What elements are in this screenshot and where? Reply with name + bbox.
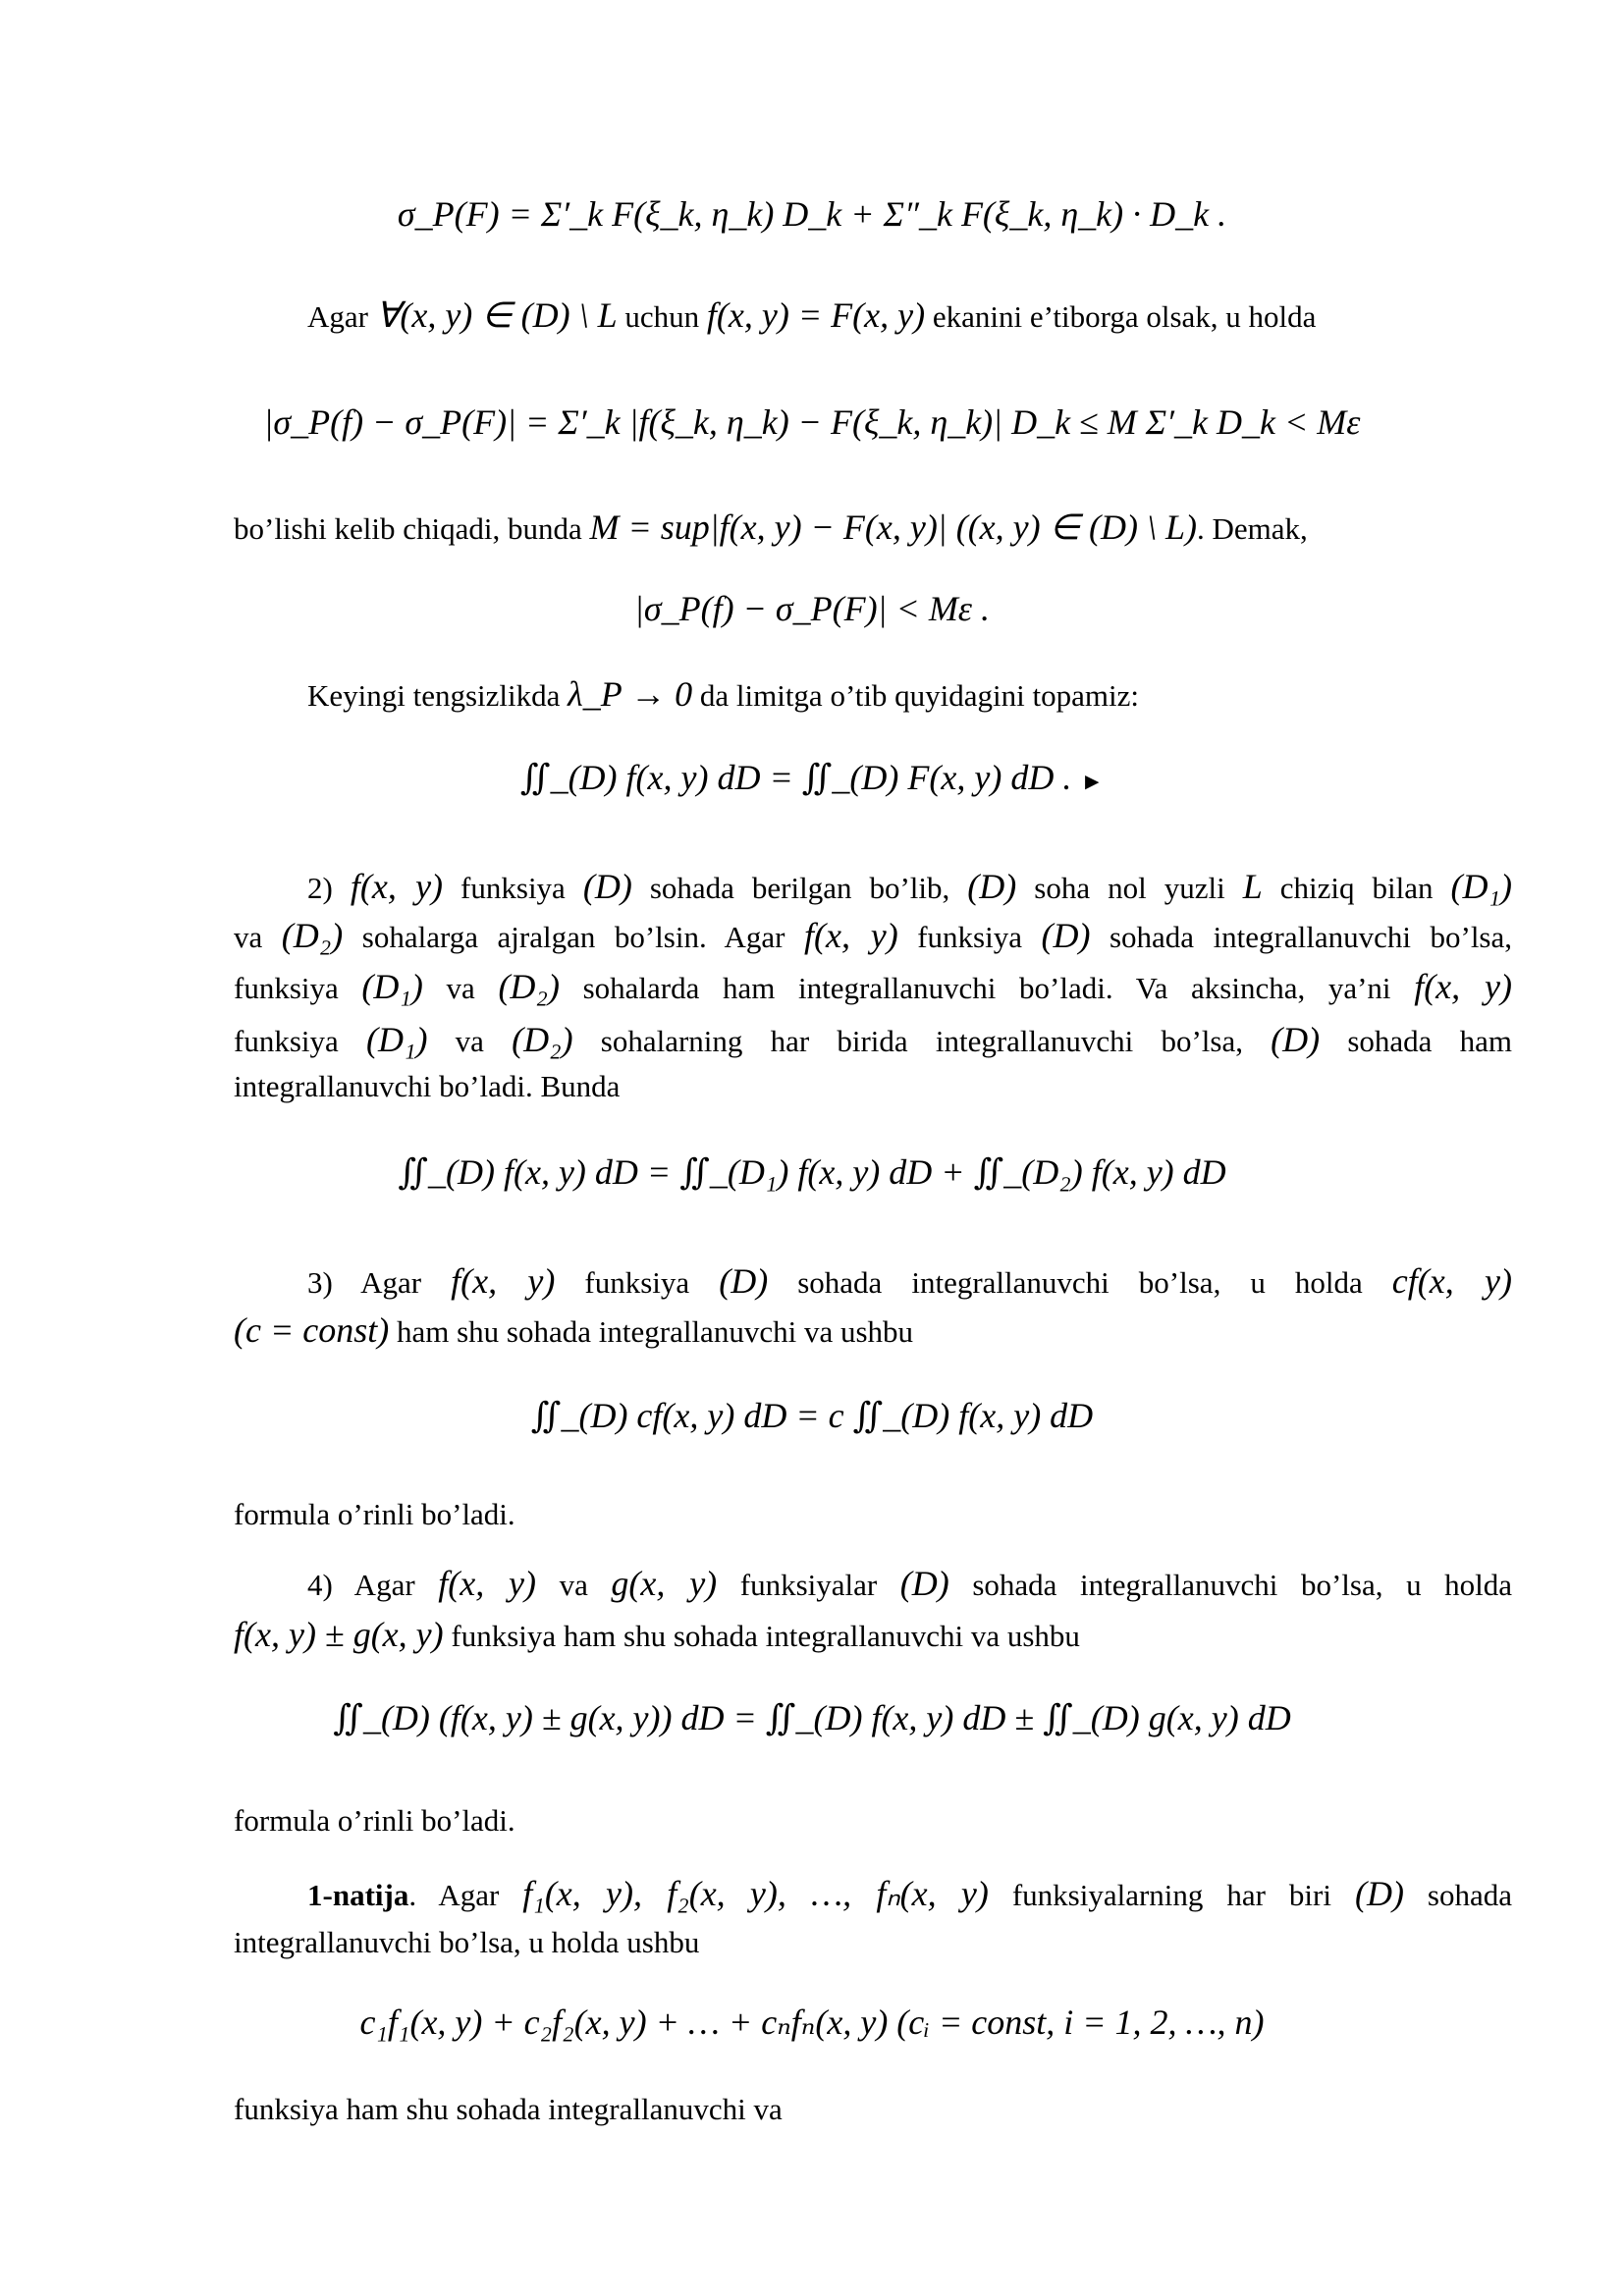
- text: 2): [307, 871, 351, 905]
- text: funksiya: [234, 1024, 366, 1058]
- natija-heading: 1-natija: [307, 1878, 409, 1912]
- paragraph-property-4-line-2: [234, 1610, 1512, 1661]
- text: va: [427, 1024, 513, 1058]
- text: sohada berilgan bo’lib,: [631, 871, 968, 905]
- paragraph-keyingi: [234, 669, 1512, 721]
- math-inline: λ_P → 0: [568, 674, 693, 714]
- math-inline: f(x, y): [451, 1261, 556, 1301]
- paragraph-property-2-line-5: integrallanuvchi bo’ladi. Bunda: [234, 1069, 621, 1103]
- math-inline: (D₁): [361, 967, 423, 1006]
- text: funksiya: [443, 871, 583, 905]
- text: sohalarda ham integrallanuvchi bo’ladi. Va aksincha, ya’ni: [559, 971, 1415, 1005]
- text: chiziq bilan: [1262, 871, 1451, 905]
- paragraph-final: funksiya ham shu sohada integrallanuvchi va: [234, 2092, 783, 2126]
- paragraph-property-2-line-2: [234, 911, 1512, 962]
- formula-difference: |σ_P(f) − σ_P(F)| = Σ′_k |f(ξ_k, η_k) − F(ξ_k, η_k)| D_k ≤ M Σ′_k D_k < Mε: [263, 402, 1361, 442]
- math-inline: f(x, y): [1414, 967, 1513, 1006]
- text: funksiya: [897, 920, 1042, 954]
- paragraph-property-2-line-3: [234, 962, 1512, 1013]
- text: sohada integrallanuvchi bo’lsa,: [1090, 920, 1513, 954]
- text: sohada ham: [1320, 1024, 1512, 1058]
- text: bo’lishi kelib chiqadi, bunda: [234, 511, 590, 546]
- text: uchun: [617, 299, 707, 334]
- math-inline: f₁(x, y), f₂(x, y), …, fₙ(x, y): [522, 1874, 989, 1913]
- text: ham shu sohada integrallanuvchi va ushbu: [389, 1314, 914, 1349]
- paragraph-natija-line-2: integrallanuvchi bo’lsa, u holda ushbu: [234, 1925, 700, 1959]
- paragraph-property-3-line-1: [234, 1256, 1512, 1308]
- math-inline: (D): [1354, 1874, 1404, 1913]
- math-inline: (D₂): [281, 916, 344, 955]
- text: funksiyalarning har biri: [988, 1878, 1355, 1912]
- math-inline: L: [1242, 867, 1263, 906]
- math-inline: f(x, y) = F(x, y): [706, 295, 926, 335]
- math-inline: f(x, y): [350, 867, 444, 906]
- paragraph-formula-orinli-1: formula o’rinli bo’ladi.: [234, 1497, 515, 1531]
- math-inline: f(x, y): [804, 916, 898, 955]
- paragraph-property-3-line-2: [234, 1306, 1512, 1357]
- math-inline: (D): [1041, 916, 1091, 955]
- formula-split-domain: ∬_(D) f(x, y) dD = ∬_(D₁) f(x, y) dD + ∬_(D₂) f(x, y) dD: [398, 1152, 1226, 1192]
- formula-linear-combination: c₁f₁(x, y) + c₂f₂(x, y) + … + cₙfₙ(x, y) (cᵢ = const, i = 1, 2, …, n): [359, 2002, 1265, 2042]
- math-inline: f(x, y) ± g(x, y): [234, 1615, 444, 1654]
- text: 4) Agar: [307, 1568, 439, 1602]
- text: sohada integrallanuvchi bo’lsa, u holda: [768, 1265, 1392, 1300]
- math-inline: (D₁): [1450, 867, 1513, 906]
- formula-constant: ∬_(D) cf(x, y) dD = c ∬_(D) f(x, y) dD: [530, 1396, 1094, 1435]
- text: 3) Agar: [307, 1265, 452, 1300]
- text: . Agar: [408, 1878, 523, 1912]
- math-inline: ∀(x, y) ∈ (D) \ L: [375, 295, 618, 335]
- text: sohada integrallanuvchi bo’lsa, u holda: [948, 1568, 1513, 1602]
- paragraph-property-4-line-1: [234, 1559, 1512, 1610]
- math-inline: (D₁): [365, 1020, 428, 1059]
- math-inline: (D): [582, 867, 632, 906]
- text: sohalarga ajralgan bo’lsin. Agar: [343, 920, 804, 954]
- text: va: [536, 1568, 612, 1602]
- math-inline: M = sup|f(x, y) − F(x, y)| ((x, y) ∈ (D) \ L): [589, 507, 1197, 547]
- formula-limit: [0, 756, 1624, 804]
- text: funksiya ham shu sohada integrallanuvchi va ushbu: [443, 1619, 1080, 1653]
- formula-sum: ∬_(D) (f(x, y) ± g(x, y)) dD = ∬_(D) f(x, y) dD ± ∬_(D) g(x, y) dD: [333, 1698, 1291, 1737]
- math-inline: g(x, y): [611, 1564, 718, 1603]
- paragraph-bolishi: [234, 503, 1512, 554]
- math-inline: (D₂): [512, 1020, 573, 1059]
- formula-text: ∬_(D) f(x, y) dD = ∬_(D) F(x, y) dD .: [519, 758, 1072, 797]
- text: sohada: [1403, 1878, 1512, 1912]
- math-inline: f(x, y): [438, 1564, 536, 1603]
- paragraph-property-2-line-1: [234, 862, 1512, 913]
- text: funksiya: [555, 1265, 720, 1300]
- paragraph-property-2-line-4: [234, 1015, 1512, 1066]
- text: ekanini e’tiborga olsak, u holda: [925, 299, 1317, 334]
- math-inline: (D): [899, 1564, 949, 1603]
- text: Keyingi tengsizlikda: [307, 678, 568, 713]
- text: va: [422, 971, 499, 1005]
- paragraph-formula-orinli-2: formula o’rinli bo’ladi.: [234, 1803, 515, 1838]
- paragraph-agar-1: [234, 291, 1512, 342]
- math-inline: (D): [1271, 1020, 1321, 1059]
- end-of-proof-icon: ►: [1080, 770, 1105, 795]
- math-inline: cf(x, y): [1391, 1261, 1512, 1301]
- text: funksiyalar: [717, 1568, 900, 1602]
- text: va: [234, 920, 282, 954]
- text: funksiya: [234, 971, 362, 1005]
- math-inline: (c = const): [234, 1310, 390, 1350]
- math-inline: (D): [967, 867, 1017, 906]
- paragraph-natija-line-1: [234, 1869, 1512, 1920]
- formula-sigma-p: σ_P(F) = Σ′_k F(ξ_k, η_k) D_k + Σ″_k F(ξ_k, η_k) · D_k .: [397, 194, 1227, 234]
- text: Agar: [307, 299, 376, 334]
- text: sohalarning har birida integrallanuvchi bo’lsa,: [572, 1024, 1272, 1058]
- text: . Demak,: [1196, 511, 1308, 546]
- text: soha nol yuzli: [1016, 871, 1243, 905]
- formula-demak: |σ_P(f) − σ_P(F)| < Mε .: [634, 589, 990, 628]
- text: da limitga o’tib quyidagini topamiz:: [692, 678, 1139, 713]
- math-inline: (D₂): [498, 967, 560, 1006]
- math-inline: (D): [719, 1261, 769, 1301]
